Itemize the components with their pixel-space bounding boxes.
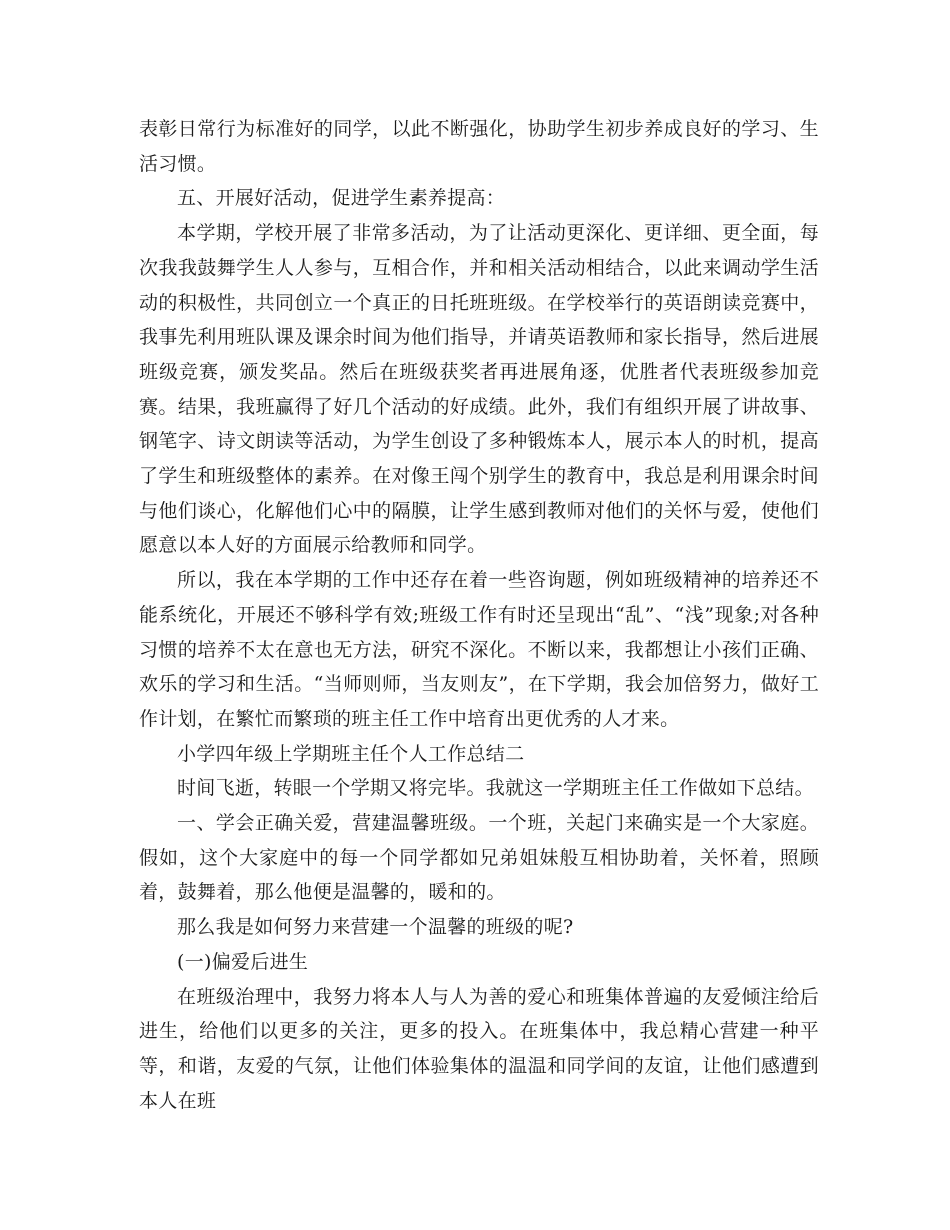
paragraph: 本学期，学校开展了非常多活动，为了让活动更深化、更详细、更全面，每次我我鼓舞学生人人参与，互相合作，并和相关活动相结合，以此来调动学生活动的积极性，共同创立一个真正的日托班班级。在学校举行的英语朗读竞赛中，我事先利用班队课及课余时间为他们指导，并请英语教师和家长指导，然后进展班级竞赛，颁发奖品。然后在班级获奖者再进展角逐，优胜者代表班级参加竞赛。结果，我班赢得了好几个活动的好成绩。此外，我们有组织开展了讲故事、钢笔字、诗文朗读等活动，为学生创设了多种锻炼本人，展示本人的时机，提高了学生和班级整体的素养。在对像王闯个别学生的教育中，我总是利用课余时间与他们谈心，化解他们心中的隔膜，让学生感到教师对他们的关怀与爱，使他们愿意以本人好的方面展示给教师和同学。 <box>139 222 819 557</box>
paragraph: 表彰日常行为标准好的同学，以此不断强化，协助学生初步养成良好的学习、生活习惯。 <box>139 118 819 175</box>
subsection-heading: (一)偏爱后进生 <box>177 950 309 973</box>
paragraph: 所以，我在本学期的工作中还存在着一些咨询题，例如班级精神的培养还不能系统化，开展还不够科学有效;班级工作有时还呈现出“乱”、“浅”现象;对各种习惯的培养不太在意也无方法，研究不深化。不断以来，我都想让小孩们正确、欢乐的学习和生活。“当师则师，当友则友”，在下学期，我会加倍努力，做好工作计划，在繁忙而繁琐的班主任工作中培育出更优秀的人才来。 <box>139 569 819 730</box>
paragraph: 在班级治理中，我努力将本人与人为善的爱心和班集体普遍的友爱倾注给后进生，给他们以更多的关注，更多的投入。在班集体中，我总精心营建一种平等，和谐，友爱的气氛，让他们体验集体的温温和同学间的友谊，让他们感遭到本人在班 <box>139 985 819 1112</box>
paragraph: 时间飞逝，转眼一个学期又将完毕。我就这一学期班主任工作做如下总结。 <box>177 777 814 800</box>
article-title: 小学四年级上学期班主任个人工作总结二 <box>177 742 525 765</box>
section-heading: 五、开展好活动，促进学生素养提高： <box>177 187 506 210</box>
document-body <box>139 112 819 1118</box>
paragraph: 一、学会正确关爱，营建温馨班级。一个班，关起门来确实是一个大家庭。假如，这个大家庭中的每一个同学都如兄弟姐妹般互相协助着，关怀着，照顾着，鼓舞着，那么他便是温馨的，暖和的。 <box>139 812 819 904</box>
paragraph: 那么我是如何努力来营建一个温馨的班级的呢? <box>177 916 574 939</box>
